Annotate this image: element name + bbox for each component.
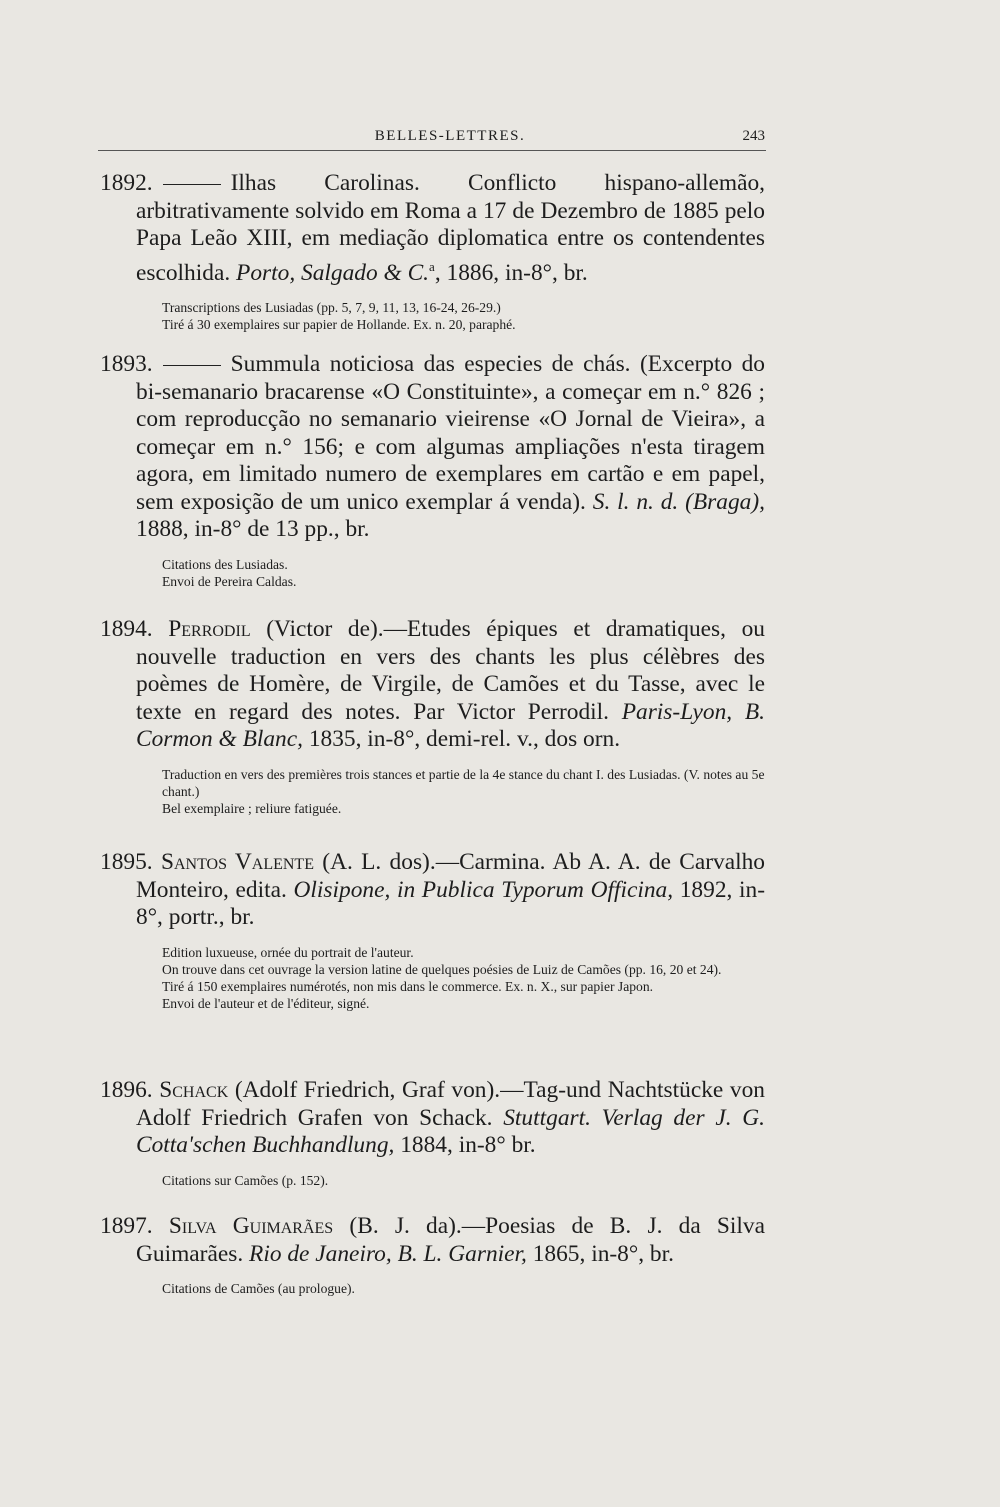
entry-notes bbox=[162, 556, 774, 590]
entry-author: Perrodil bbox=[168, 616, 251, 642]
entry-notes bbox=[162, 299, 774, 333]
entry-main bbox=[100, 351, 765, 544]
note-line: Tiré á 30 exemplaires sur papier de Hollande. Ex. n. 20, paraphé. bbox=[162, 316, 516, 332]
entry-imprint: Paris-Lyon, B. Cormon & Blanc, bbox=[136, 698, 765, 752]
entry-details: 1884, in-8° br. bbox=[394, 1132, 536, 1158]
entry-notes bbox=[162, 766, 774, 817]
entry-number: 1894. bbox=[100, 616, 153, 642]
note-line: Envoi de l'auteur et de l'éditeur, signé. bbox=[162, 995, 370, 1011]
entry-1892 bbox=[0, 170, 1000, 333]
entry-text: Poesias de B. J. da Silva Guimarães. bbox=[136, 1213, 765, 1267]
entry-1895 bbox=[0, 849, 1000, 1012]
note-line: Citations de Camões (au prologue). bbox=[162, 1281, 355, 1296]
entry-author: Silva Guimarães bbox=[168, 1213, 334, 1239]
note-line: Transcriptions des Lusiadas (pp. 5, 7, 9, 11, 13, 16-24, 26-29.) bbox=[162, 299, 501, 315]
entry-details: 1892, in-8°, portr., br. bbox=[136, 876, 765, 930]
entry-author-rest: (A. L. dos). bbox=[313, 849, 436, 875]
note-line: Citations des Lusiadas. bbox=[162, 556, 288, 572]
page-number: 243 bbox=[742, 128, 765, 144]
entry-text: Ilhas Carolinas. Conflicto hispano-allemão, arbitrativamente solvido em Roma a 17 de Dezembro de 1885 pelo Papa Leão XIII, em mediação diplomatica entre os contendentes escolhida. bbox=[136, 170, 765, 286]
entry-notes bbox=[162, 944, 774, 1012]
entry-details: 1865, in-8°, br. bbox=[526, 1240, 674, 1267]
entry-notes bbox=[162, 1172, 774, 1189]
entry-main: 1894. Perrodil (Victor de).—Etudes épiques et dramatiques, ou nouvelle traduction en vers des chants les plus célèbres des poèmes de Homère, de Virgile, de Camões et du Tasse, avec le texte en regard des notes. Par Victor Perrodil. Paris-Lyon, B. Cormon & Blanc, 1835, in-8°, demi-rel. v., dos orn. bbox=[100, 616, 765, 752]
entry-1894 bbox=[0, 616, 1000, 817]
note-line: Envoi de Pereira Caldas. bbox=[162, 573, 297, 589]
note-line: Tiré á 150 exemplaires numérotés, non mis dans le commerce. Ex. n. X., sur papier Japon. bbox=[162, 978, 654, 994]
running-title: BELLES-LETTRES. bbox=[374, 128, 526, 144]
header-rule bbox=[98, 150, 766, 151]
entry-author: Santos Valente bbox=[160, 849, 314, 875]
entry-details: , 1886, in-8°, br. bbox=[434, 259, 588, 286]
entry-imprint: Stuttgart. Verlag der J. G. Cotta'schen Buchhandlung, bbox=[136, 1104, 765, 1158]
entry-main: 1896. Schack (Adolf Friedrich, Graf von).—Tag-und Nachtstücke von Adolf Friedrich Grafen von Schack. Stuttgart. Verlag der J. G. Cotta'schen Buchhandlung, 1884, in-8° br. bbox=[100, 1077, 765, 1158]
entry-number: 1895. bbox=[100, 849, 153, 875]
entry-number: 1892. bbox=[100, 170, 153, 196]
entry-imprint: Rio de Janeiro, B. L. Garnier, bbox=[249, 1240, 527, 1267]
entry-author: Schack bbox=[159, 1077, 229, 1103]
entry-1897 bbox=[0, 1213, 1000, 1297]
note-line: Citations sur Camões (p. 152). bbox=[162, 1172, 329, 1188]
entry-number: 1896. bbox=[100, 1077, 153, 1103]
em-dash bbox=[163, 184, 221, 185]
entry-imprint: Porto, Salgado & C. bbox=[236, 259, 430, 286]
entry-text: Etudes épiques et dramatiques, ou nouvelle traduction en vers des chants les plus célèbres des poèmes de Homère, de Virgile, de Camões et du Tasse, avec le texte en regard des notes. Par Victor Perrodil. bbox=[136, 616, 765, 725]
entry-main bbox=[100, 170, 765, 287]
entry-notes bbox=[162, 1280, 774, 1297]
entry-number: 1893. bbox=[100, 351, 153, 377]
entry-author-rest: (Adolf Friedrich, Graf von). bbox=[228, 1077, 501, 1103]
entry-1893 bbox=[0, 351, 1000, 590]
note-line: Bel exemplaire ; reliure fatiguée. bbox=[162, 800, 342, 816]
entry-text: Carmina. Ab A. A. de Carvalho Monteiro, edita. bbox=[136, 849, 765, 903]
note-line: On trouve dans cet ouvrage la version latine de quelques poésies de Luiz de Camões (pp. 16, 20 et 24). bbox=[162, 961, 722, 977]
entry-main: 1895. Santos Valente (A. L. dos).—Carmina. Ab A. A. de Carvalho Monteiro, edita. Olisipone, in Publica Typorum Officina, 1892, in-8°, portr., br. bbox=[100, 849, 765, 930]
entry-number: 1897. bbox=[100, 1213, 153, 1239]
note-line: Edition luxueuse, ornée du portrait de l'auteur. bbox=[162, 944, 414, 960]
entry-imprint: Olisipone, in Publica Typorum Officina, bbox=[293, 876, 674, 903]
entry-details: 1888, in-8° de 13 pp., br. bbox=[136, 516, 370, 542]
entry-imprint: S. l. n. d. (Braga), bbox=[592, 488, 765, 515]
entry-author-rest: (Victor de). bbox=[250, 616, 384, 642]
entry-details: 1835, in-8°, demi-rel. v., dos orn. bbox=[302, 726, 621, 752]
entry-1896 bbox=[0, 1077, 1000, 1189]
imprint-superscript: a bbox=[429, 258, 435, 274]
entry-text: Summula noticiosa das especies de chás. (Excerpto do bi-semanario bracarense «O Constituinte», a começar em n.° 826 ; com reproducção no semanario vieirense «O Jornal de Vieira», a começar em n.° 156; e com algumas ampliações n'esta tiragem agora, em limitado numero de exemplares em cartão e em papel, sem exposição de um unico exemplar á venda). bbox=[136, 351, 765, 515]
page-header bbox=[135, 128, 765, 150]
em-dash bbox=[163, 365, 221, 366]
entry-author-rest: (B. J. da). bbox=[333, 1213, 462, 1239]
note-line: Traduction en vers des premières trois stances et partie de la 4e stance du chant I. des Lusiadas. (V. notes au 5e chant.) bbox=[162, 766, 765, 799]
entry-text: Tag-und Nachtstücke von Adolf Friedrich Grafen von Schack. bbox=[136, 1077, 765, 1131]
entry-main: 1897. Silva Guimarães (B. J. da).—Poesias de B. J. da Silva Guimarães. Rio de Janeiro, B. L. Garnier, 1865, in-8°, br. bbox=[100, 1213, 765, 1267]
